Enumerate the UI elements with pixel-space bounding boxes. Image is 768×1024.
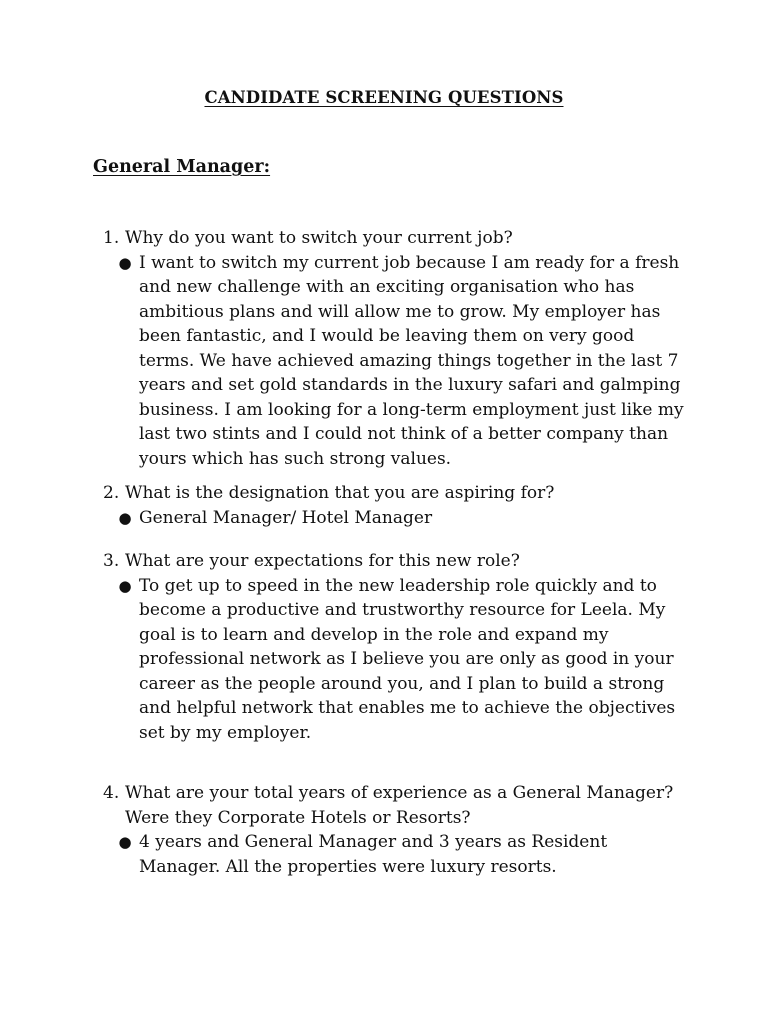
question-item-3 <box>103 549 693 745</box>
question-item-4 <box>103 781 693 879</box>
answer-text: I want to switch my current job because I am ready for a fresh and new challenge with an exciting organisation who has ambitious plans and will allow me to grow. My employer has been fantastic, and I would be leaving them on very good terms. We have achieved amazing things together in the last 7 years and set gold standards in the luxury safari and galmping business. I am looking for a long-term employment just like my last two stints and I could not think of a better company than yours which has such strong values. <box>139 252 684 469</box>
answer <box>111 574 693 746</box>
question-item-1 <box>103 226 693 471</box>
bullet-icon: ● <box>118 576 132 595</box>
question <box>103 781 693 830</box>
answer-text: To get up to speed in the new leadership role quickly and to become a productive and trustworthy resource for Leela. My goal is to learn and develop in the role and expand my professional network as I believe you are only as good in your career as the people around you, and I plan to build a strong and helpful network that enables me to achieve the objectives set by my employer. <box>139 575 676 743</box>
question-number: 1. <box>103 228 120 248</box>
question-number: 4. <box>103 783 120 803</box>
answer <box>111 830 693 879</box>
section-heading: General Manager: <box>93 157 271 177</box>
question <box>103 226 693 251</box>
bullet-icon: ● <box>118 253 132 272</box>
question <box>103 549 693 574</box>
question-text: Why do you want to switch your current job? <box>125 228 513 248</box>
question <box>103 481 693 506</box>
bullet-icon: ● <box>118 833 132 851</box>
question-number: 3. <box>103 551 120 571</box>
question-list <box>103 226 693 879</box>
question-text: What are your expectations for this new role? <box>125 551 520 571</box>
question-item-2 <box>103 481 693 530</box>
question-text: What is the designation that you are aspiring for? <box>125 483 555 503</box>
question-text: What are your total years of experience as a General Manager? Were they Corporate Hotels or Resorts? <box>125 783 674 828</box>
answer-text: 4 years and General Manager and 3 years as Resident Manager. All the properties were luxury resorts. <box>139 832 608 877</box>
answer <box>111 506 693 531</box>
question-number: 2. <box>103 483 120 503</box>
bullet-icon: ● <box>118 508 132 527</box>
answer <box>111 251 693 472</box>
document-title: CANDIDATE SCREENING QUESTIONS <box>204 88 564 107</box>
answer-text: General Manager/ Hotel Manager <box>139 507 433 528</box>
